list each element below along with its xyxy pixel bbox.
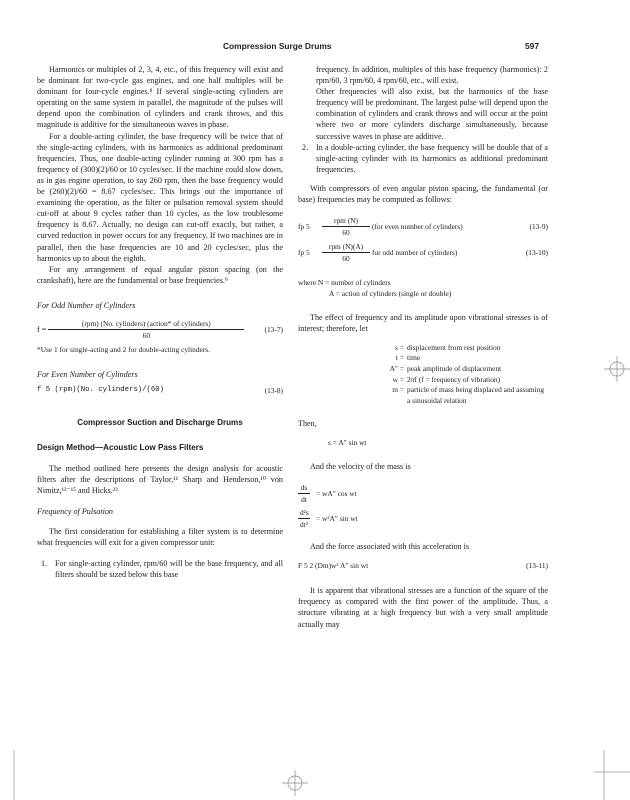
eq1311-expression: F 5 2 (Dm)w² A″ sin wt [298,561,369,571]
paragraph-first-consideration: The first consideration for establishing a filter system is to determine what frequencies will exit for a given compressor unit: [37,527,283,548]
eq1310-condition: for odd number of cylinders) [372,248,458,258]
definition-text: peak amplitude of displacement [407,364,502,374]
paragraph-other-frequencies: Other frequencies will also exist, but the harmonics of the base frequency will be predominant. The largest pulse will depend upon the combination of cylinders and crank throws and will occur at the point where two or more cylinders discharge simultaneously, because successive waves in phase are additive. [316,87,548,141]
d1-fraction [298,482,310,505]
eq139-lhs: fp 5 [298,222,310,232]
eq137-numerator: (rpm) (No. cylinders) (action* of cylinders) [48,318,244,330]
eq1310-lhs: fp 5 [298,248,310,258]
definition-t [372,353,548,364]
equation-13-7 [37,318,283,341]
eq139-fraction [322,215,370,238]
eq139-numerator: rpm (N) [322,215,370,227]
paragraph-then: Then, [298,419,317,429]
registration-mark-right-icon [604,356,630,382]
eq138-number: (13-8) [264,386,283,396]
equation-13-8 [37,385,283,396]
left-column [37,64,283,580]
eq137-lhs: f = [37,325,47,335]
running-header-title: Compression Surge Drums [223,41,332,51]
paragraph-force: And the force associated with this acceleration is [310,542,470,552]
paragraph-stress-function: It is apparent that vibrational stresses are a function of the square of the frequency as compared with the first power of the amplitude. Thus, a structure vibrating at a high frequency but with a very small amplitude actually may [298,586,548,629]
d1-rhs: = wA″ cos wt [316,488,357,498]
equation-13-10 [298,241,548,264]
eq138-expression: f 5 (rpm)(No. cylinders)/(60) [37,386,164,395]
definition-w [372,375,548,386]
paragraph-method-outline: The method outlined here presents the design analysis for acoustic filters after the descriptions of Taylor,¹¹ Sharp and Henderson,¹⁰ von Nimitz,¹³⁻¹⁵ and Hicks.²³ [37,463,283,495]
eq139-condition: (for even number of cylinders) [372,222,463,232]
paragraph-velocity: And the velocity of the mass is [310,461,411,471]
paragraph-vibrational-stress: The effect of frequency and its amplitude upon vibrational stresses is of interest; therefore, let [298,312,548,333]
paragraph-double-acting: For a double-acting cylinder, the base frequency will be twice that of the single-acting cylinders, with its harmonics as additional predominant frequencies. Thus, one double-acting cylinder running at 300 rpm has a frequency of (300)(2)/60 or 10 cycles/sec. If the machine could slow down, as in gas engine operation, to say 260 rpm, then the base frequency would be (260)(2)/60 = 8.67 cycles/sec. This brings out the importance of examining the operation, as the filter or pulsation removal system should cut-off at about 9 cycles rather than 10 cycles, as the low troublesome frequency is 8.67. Actually, no design can cut-off exactly, but rather, a curved reduction in power occurs for any frequency. If two machines are in parallel, then the base frequencies are 10 and 20 cycles/sec, plus the harmonics up to about the eighth. [37,131,283,263]
heading-even-cylinders: For Even Number of Cylinders [37,370,138,380]
definition-text: particle of mass being displaced and assuming a sinusoidal relation [407,385,545,405]
list-item-2-number: 2. [302,142,309,152]
eq1310-number: (13-10) [525,248,548,258]
page-number: 597 [525,41,539,51]
definition-symbol: t = [395,353,404,363]
d2-numerator: d²s [298,507,310,519]
d2-denominator: dt² [300,520,308,529]
list-item-2-text: In a double-acting cylinder, the base frequency will be double that of a single-acting cylinder with its harmonics as additional predominant frequencies. [316,142,548,174]
section-heading-drums: Compressor Suction and Discharge Drums [77,418,243,428]
list-item-1-number: 1. [41,559,48,569]
where-n: where N = number of cylinders [298,277,391,287]
equation-displacement: s = A″ sin wt [328,437,367,447]
paragraph-harmonics-continued: frequency. In addition, multiples of this base frequency (harmonics): 2 rpm/60, 3 rpm/60, 4 rpm/60, etc., will exist. [316,65,548,86]
paragraph-angular-spacing: For any arrangement of equal angular piston spacing (on the crankshaft), here are the fundamental or base frequencies.⁹ [37,264,283,285]
eq139-number: (13-9) [529,222,548,232]
eq1310-denominator: 60 [342,254,350,264]
d2-fraction [298,507,310,530]
equation-velocity [298,482,548,505]
definition-text: time [407,353,421,363]
d1-denominator: dt [301,494,307,504]
definitions-list [298,343,548,407]
list-item-2 [298,142,548,175]
heading-design-method: Design Method—Acoustic Low Pass Filters [37,442,204,452]
eq1310-fraction [322,241,370,264]
eq139-denominator: 60 [342,228,350,238]
paragraph-even-spacing: With compressors of even angular piston spacing, the fundamental (or base) frequencies may be computed as follows: [298,183,548,205]
eq1310-numerator: rpm (N)(A) [322,241,370,253]
eq1311-number: (13-11) [526,561,548,571]
definition-m [372,385,548,406]
definition-a [372,364,548,375]
crop-marks-icon [0,740,630,800]
equation-acceleration [298,507,548,530]
d2-rhs: = w²A″ sin wt [316,513,358,523]
right-column [298,64,548,630]
footnote-action: *Use 1 for single-acting and 2 for double-acting cylinders. [37,345,211,355]
definition-text: displacement from rest position [407,342,501,352]
heading-odd-cylinders: For Odd Number of Cylinders [37,300,136,310]
definition-symbol: w = [392,374,404,384]
definition-symbol: m = [392,385,404,395]
definition-symbol: A″ = [389,364,404,374]
equation-13-9 [298,215,548,238]
list-item-1 [37,558,283,580]
list-item-1-text: For single-acting cylinder, rpm/60 will be the base frequency, and all filters should be sized below this base [55,559,283,580]
heading-frequency-pulsation: Frequency of Pulsation [37,506,113,516]
equation-13-11 [298,560,548,571]
definition-s [372,343,548,354]
eq137-fraction [48,318,244,341]
definition-text: 2πf (f = frequency of vibration) [407,374,501,384]
d1-numerator: ds [298,482,310,494]
paragraph-harmonics: Harmonics or multiples of 2, 3, 4, etc., of this frequency will exist and be dominant for two-cycle gas engines, and one half multiples will be dominant for four-cycle engines.⁸ If several single-acting cylinders are operating on the same system in parallel, the magnitude of the pulses will depend upon the combination of cylinders and crank throws, and this magnitude is additive for the simultaneous waves in phase. [37,65,283,130]
definition-symbol: s = [395,342,404,352]
eq137-denominator: 60 [142,331,151,341]
eq137-number: (13-7) [264,325,283,335]
where-a: A = action of cylinders (single or double) [329,288,452,298]
